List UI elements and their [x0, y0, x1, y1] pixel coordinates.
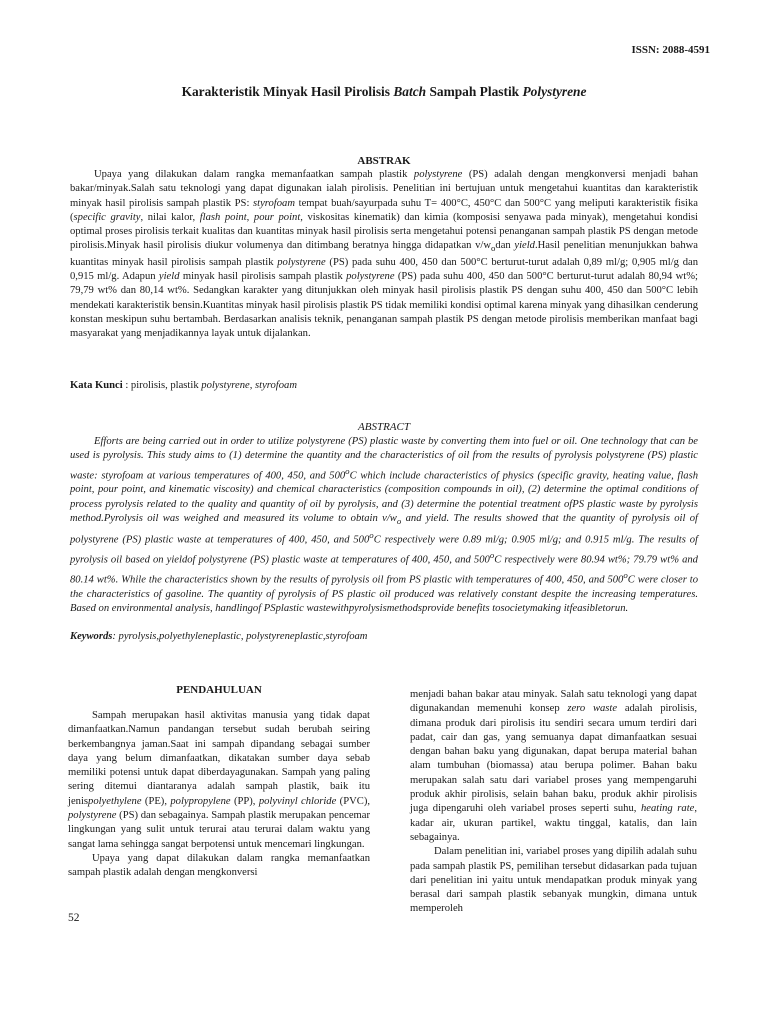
- abstract-superscript: o: [623, 570, 628, 581]
- keywords-text: : pyrolysis,polyethyleneplastic, polystyreneplastic,styrofoam: [112, 631, 368, 642]
- left-text: (PS) dan sebagainya. Sampah plastik merupakan pencemar lingkungan yang sulit untuk terurai atau terurai dalam waktu yang sangat lama sehingga sangat berpotensi untuk mencemari lingkungan.: [68, 810, 370, 850]
- abstrak-italic: polystyrene: [413, 169, 463, 180]
- abstract-text: C respectively were 80.94 wt%; 79.79 wt% and 80.14 wt%. While the characteristics shown by the results of pyrolysis oil from PS plastic with temperatures of 400, 450, and 500: [70, 554, 698, 586]
- abstract-text: C respectively were 0.89 ml/g; 0.905 ml/g; and 0.915 ml/g. The results of pyrolysis oil based on yieldof polystyrene (PS) plastic waste at temperatures of 400, 450, and 500: [70, 534, 698, 566]
- abstrak-italic: polystyrene: [346, 271, 395, 283]
- abstrak-text: Upaya yang dilakukan dalam rangka memanfaatkan sampah plastik: [94, 169, 414, 180]
- abstrak-text: dan: [495, 240, 515, 252]
- abstrak-text: , nilai kalor,: [140, 211, 200, 223]
- abstrak-text: .Hasil penelitian menunjukkan bahwa kuantitas minyak hasil pirolisis sampah plastik: [70, 240, 698, 268]
- left-paragraph-1: [68, 709, 370, 852]
- title-italic-polystyrene: Polystyrene: [522, 84, 587, 99]
- abstrak-subscript: o: [491, 243, 496, 254]
- abstrak-text: (PS) pada suhu 400, 450 dan 500°C berturut-turut adalah 0,89 ml/g; 0,905 ml/g dan 0,915 ml/g. Adapun: [70, 256, 698, 283]
- abstrak-text: (PS) adalah dengan mengkonversi menjadi bahan bakar/minyak.Salah satu teknologi yang dapat digunakan ialah pirolisis. Penelitian ini bertujuan untuk mengetahui kuantitas dan karakteristik minyak hasil pirolisis sampah plastik PS:: [70, 169, 698, 209]
- abstrak-italic: yield: [514, 240, 535, 252]
- abstrak-italic: flash point, pour point: [199, 211, 301, 223]
- abstrak-text: tempat buah/sayurpada suhu T= 400°C, 450°C dan 500°C yang meliputi karakteristik fisika (: [70, 197, 698, 223]
- left-text: (PE),: [141, 795, 171, 807]
- left-text: (PP),: [230, 795, 259, 807]
- left-italic: polypropylene: [170, 795, 231, 807]
- title-text-2: Sampah Plastik: [426, 84, 523, 99]
- abstract-subscript: o: [396, 516, 402, 527]
- left-italic: polystyrene: [68, 810, 117, 822]
- title-italic-batch: Batch: [393, 84, 427, 99]
- left-text: Sampah merupakan hasil aktivitas manusia yang tidak dapat dimanfaatkan.Namun pandangan tersebut sudah berubah seiring berkembangnya jaman.Saat ini sampah dipandang sebagai sumber daya yang belum dimanfaatkan, dikatakan sumber daya sebab memiliki potensi untuk dapat diberdayagunakan. Sampah yang paling sering ditemui diantaranya adalah sampah plastik, baik itu jenis: [68, 710, 370, 807]
- abstract-text: C were closer to the characteristics of gasoline. The quantity of pyrolysis of PS plastic oil produced was relatively constant despite the increasing temperatures. Based on environmental analysis, handlingof PSplastic wastewithpyrolysismethodsprovide benefits tosocietymaking itfeasibletorun.: [70, 574, 698, 615]
- right-paragraph-2: Dalam penelitian ini, variabel proses yang dipilih adalah suhu pada sampah plastik PS, pemilihan tersebut didasarkan pada tujuan dari penelitian ini yaitu untuk mendapatkan produk minyak yang berasal dari sampah plastik sebanyak mungkin, dimana untuk memperoleh: [410, 846, 697, 915]
- abstract-text: Efforts are being carried out in order to utilize polystyrene (PS) plastic waste by converting them into fuel or oil. One technology that can be used is pyrolysis. This study aims to (1) determine the quantity and the characteristics of oil from the results of pyrolysis polystyrene (PS) plastic waste: styrofoam at various temperatures of 400, 450, and 500: [70, 436, 698, 482]
- abstract-heading: ABSTRACT: [358, 421, 410, 433]
- abstrak-body: [70, 168, 698, 342]
- keywords-label: Keywords: [70, 631, 113, 642]
- abstract-body: [70, 435, 698, 617]
- article-title: [60, 84, 708, 100]
- abstract-superscript: o: [369, 530, 374, 541]
- issn-number: ISSN: 2088-4591: [631, 44, 710, 56]
- right-text: , kadar air, ukuran partikel, waktu tinggal, katalis, dan lain sebagainya.: [410, 803, 697, 843]
- right-text: menjadi bahan bakar atau minyak. Salah satu teknologi yang dapat digunakandan memenuhi konsep: [410, 689, 697, 715]
- abstract-text: C which include characteristics of physics (specific gravity, heating value, flash point, pour point, and kinematic viscosity) and chemical characteristics (composition compounds in oil), (2) determine the optimal conditions of process pyrolysis related to the quality and quantity of oil by pyrolysis, and (3) determine the potential treatment ofPS plastic waste by pyrolysis method.Pyrolysis oil was weighed and measured its volume to obtain v/w: [70, 470, 698, 525]
- kata-kunci-italic: polystyrene, styrofoam: [201, 380, 297, 391]
- abstrak-heading: ABSTRAK: [357, 155, 411, 167]
- right-italic: heating rate: [640, 803, 695, 815]
- keywords-line: [70, 630, 698, 644]
- abstract-superscript: o: [345, 465, 350, 476]
- abstrak-italic: styrofoam: [253, 197, 295, 209]
- right-column: [410, 688, 697, 917]
- left-italic: polyvinyl chloride: [258, 795, 337, 807]
- abstrak-italic: specific gravity: [73, 211, 141, 223]
- abstrak-text: minyak hasil pirolisis sampah plastik: [179, 271, 347, 283]
- right-italic: zero waste: [567, 703, 618, 715]
- right-paragraph-1: [410, 688, 697, 845]
- page-number: 52: [68, 912, 80, 924]
- title-text-1: Karakteristik Minyak Hasil Pirolisis: [181, 84, 394, 99]
- left-paragraph-2: Upaya yang dapat dilakukan dalam rangka memanfaatkan sampah plastik adalah dengan mengkonversi: [68, 852, 370, 879]
- abstract-text: and yield. The results showed that the quantity of pyrolysis oil of polystyrene (PS) plastic waste at temperatures of 400, 450, and 500: [70, 513, 699, 546]
- abstrak-text: , viskositas kinematik) dan kimia (komposisi senyawa pada minyak), mengetahui kondisi optimal proses pirolisis terkait kualitas dan kuantitas minyak hasil pirolisis serta mengetahui potensi penanganan sampah plastik PS dengan metode pirolisis.Minyak hasil pirolisis diukur volumenya dan ditimbang beratnya hingga didapatkan v/w: [70, 211, 698, 252]
- abstract-superscript: o: [489, 550, 495, 561]
- left-italic: polyethylene: [88, 795, 142, 807]
- pendahuluan-heading: PENDAHULUAN: [176, 684, 262, 696]
- kata-kunci-label: Kata Kunci: [70, 380, 123, 391]
- abstrak-italic: yield: [158, 271, 180, 283]
- kata-kunci-line: [70, 379, 698, 393]
- left-text: (PVC),: [336, 795, 370, 807]
- abstrak-italic: polystyrene: [277, 256, 326, 268]
- right-text: adalah pirolisis, dimana produk dari pirolisis itu sendiri secara umum terdiri dari padat, cair dan gas, yang semuanya dapat dimanfaatkan sesuai dengan bahan baku yang digunakan, dapat berupa material bahan alam tumbuhan (biomassa) atau berupa polimer. Bahan baku merupakan salah satu dari variabel proses yang mempengaruhi produk akhir pirolisis, selain bahan baku, produk akhir pirolisis juga dipengaruhi oleh variabel proses seperti suhu,: [410, 703, 697, 815]
- kata-kunci-text: : pirolisis, plastik: [122, 380, 202, 391]
- left-column: [68, 709, 370, 881]
- abstrak-text: (PS) pada suhu 400, 450 dan 500°C berturut-turut adalah 80,94 wt%; 79,79 wt% dan 80,14 wt%. Sedangkan karakter yang ditunjukkan oleh minyak hasil pirolisis plastik PS dengan suhu 400, 450 dan 500°C lebih mendekati karakteristik bensin.Kuantitas minyak hasil pirolisis plastik PS tidak memiliki kondisi optimal karena minyak yang dihasilkan cenderung konstan meskipun suhu bertambah. Berdasarkan analisis teknik, penanganan sampah plastik PS dengan metode pirolisis memberikan manfaat bagi masyarakat yang menjadikannya layak untuk dijalankan.: [70, 271, 698, 340]
